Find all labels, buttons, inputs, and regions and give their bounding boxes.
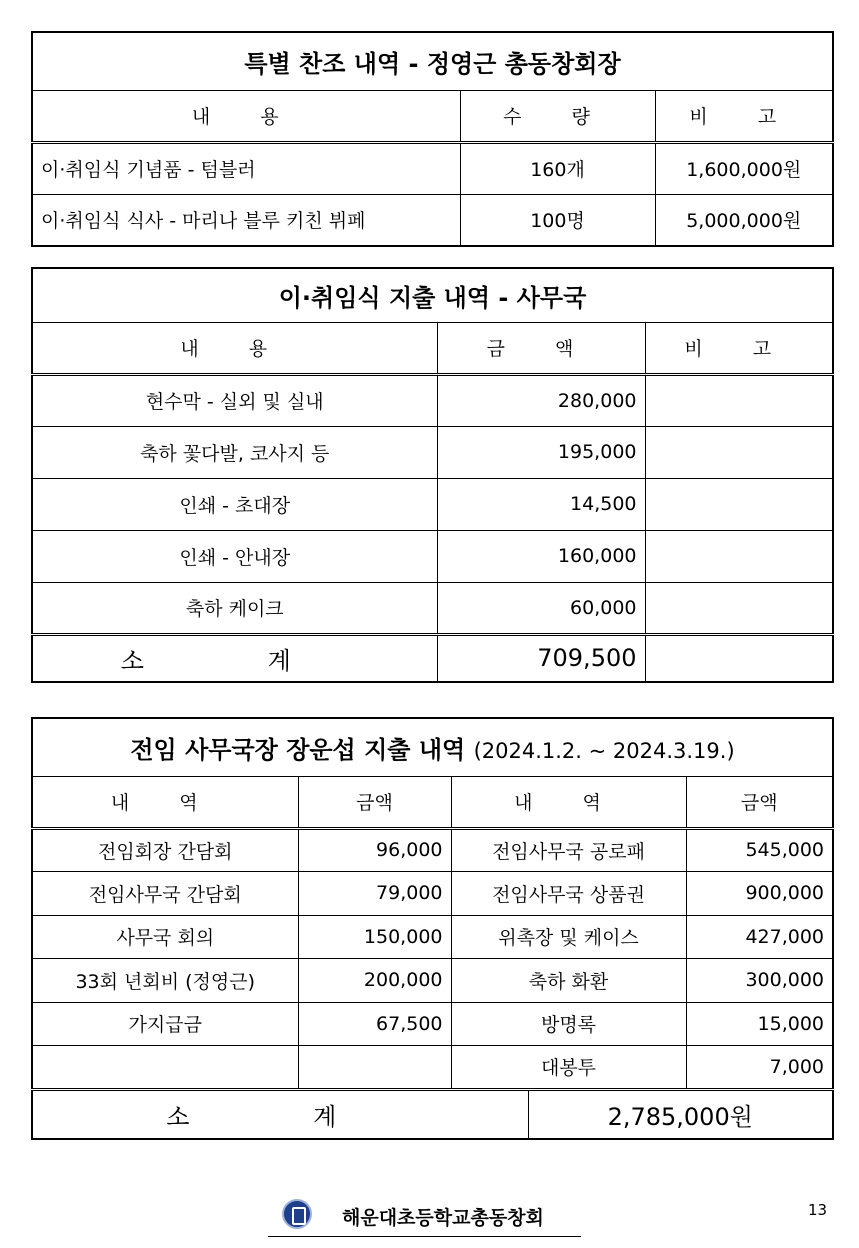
left-amount: 67,500 <box>298 1002 451 1045</box>
table-row <box>32 915 833 958</box>
right-item: 전임사무국 공로패 <box>451 828 686 871</box>
table1-title: 특별 찬조 내역 - 정영근 총동창회장 <box>32 32 833 90</box>
table3-header-amount-left: 금액 <box>298 776 451 828</box>
left-amount <box>298 1045 451 1089</box>
table3-title <box>32 718 833 776</box>
table2-header-amount: 금 액 <box>437 322 645 374</box>
table-row <box>32 194 833 246</box>
table-row <box>32 582 833 634</box>
row-amount: 195,000 <box>437 426 645 478</box>
table3-header-amount-right: 금액 <box>686 776 833 828</box>
table3-title-text: 전임 사무국장 장운섭 지출 내역 <box>130 735 466 764</box>
subtotal-label: 소 계 <box>32 1089 528 1139</box>
row-amount: 60,000 <box>437 582 645 634</box>
footer-underline <box>268 1236 581 1237</box>
table3-header-item-left: 내 역 <box>32 776 298 828</box>
table-row <box>32 871 833 915</box>
left-amount: 150,000 <box>298 915 451 958</box>
page-footer <box>0 1195 859 1245</box>
left-item <box>32 1045 298 1089</box>
table3-date-range: (2024.1.2. ~ 2024.3.19.) <box>473 738 735 763</box>
row-content: 이·취임식 식사 - 마리나 블루 키친 뷔페 <box>32 194 460 246</box>
right-item: 전임사무국 상품권 <box>451 871 686 915</box>
row-content: 인쇄 - 초대장 <box>32 478 437 530</box>
table3-header-item-right: 내 역 <box>451 776 686 828</box>
table2-title: 이·취임식 지출 내역 - 사무국 <box>32 268 833 322</box>
row-note <box>645 426 833 478</box>
table2-header-note: 비 고 <box>645 322 833 374</box>
left-item: 전임회장 간담회 <box>32 828 298 871</box>
right-item: 축하 화환 <box>451 958 686 1002</box>
table-row <box>32 1002 833 1045</box>
right-item: 위촉장 및 케이스 <box>451 915 686 958</box>
row-content: 축하 꽃다발, 코사지 등 <box>32 426 437 478</box>
subtotal-note <box>645 634 833 682</box>
left-amount: 96,000 <box>298 828 451 871</box>
right-amount: 545,000 <box>686 828 833 871</box>
page-number: 13 <box>808 1201 828 1219</box>
right-amount: 300,000 <box>686 958 833 1002</box>
right-item: 방명록 <box>451 1002 686 1045</box>
ceremony-expense-table <box>31 267 834 683</box>
school-emblem-icon <box>282 1199 312 1229</box>
table-row <box>32 530 833 582</box>
right-item: 대봉투 <box>451 1045 686 1089</box>
row-amount: 160,000 <box>437 530 645 582</box>
table1-header-qty: 수 량 <box>460 90 655 142</box>
right-amount: 7,000 <box>686 1045 833 1089</box>
row-content: 이·취임식 기념품 - 텀블러 <box>32 142 460 194</box>
table1-header-content: 내 용 <box>32 90 460 142</box>
left-item: 전임사무국 간담회 <box>32 871 298 915</box>
subtotal-value: 709,500 <box>437 634 645 682</box>
table-row <box>32 478 833 530</box>
table1-header-note: 비 고 <box>655 90 833 142</box>
table-row <box>32 828 833 871</box>
table-row <box>32 426 833 478</box>
subtotal-value: 2,785,000원 <box>528 1089 833 1139</box>
former-secretary-expense-table <box>31 717 834 1140</box>
row-content: 인쇄 - 안내장 <box>32 530 437 582</box>
table-row <box>32 374 833 426</box>
left-amount: 79,000 <box>298 871 451 915</box>
row-content: 축하 케이크 <box>32 582 437 634</box>
row-content: 현수막 - 실외 및 실내 <box>32 374 437 426</box>
right-amount: 427,000 <box>686 915 833 958</box>
row-note <box>645 582 833 634</box>
row-note <box>645 478 833 530</box>
row-qty: 100명 <box>460 194 655 246</box>
left-item: 가지급금 <box>32 1002 298 1045</box>
row-amount: 280,000 <box>437 374 645 426</box>
table-row <box>32 142 833 194</box>
left-amount: 200,000 <box>298 958 451 1002</box>
subtotal-label: 소 계 <box>32 634 437 682</box>
right-amount: 900,000 <box>686 871 833 915</box>
special-sponsorship-table <box>31 31 834 247</box>
row-amount: 14,500 <box>437 478 645 530</box>
table2-header-content: 내 용 <box>32 322 437 374</box>
right-amount: 15,000 <box>686 1002 833 1045</box>
table-row <box>32 1045 833 1089</box>
row-note: 5,000,000원 <box>655 194 833 246</box>
organization-name: 해운대초등학교총동창회 <box>342 1207 544 1229</box>
row-note <box>645 530 833 582</box>
row-note: 1,600,000원 <box>655 142 833 194</box>
left-item: 33회 년회비 (정영근) <box>32 958 298 1002</box>
table-row <box>32 958 833 1002</box>
row-note <box>645 374 833 426</box>
row-qty: 160개 <box>460 142 655 194</box>
left-item: 사무국 회의 <box>32 915 298 958</box>
